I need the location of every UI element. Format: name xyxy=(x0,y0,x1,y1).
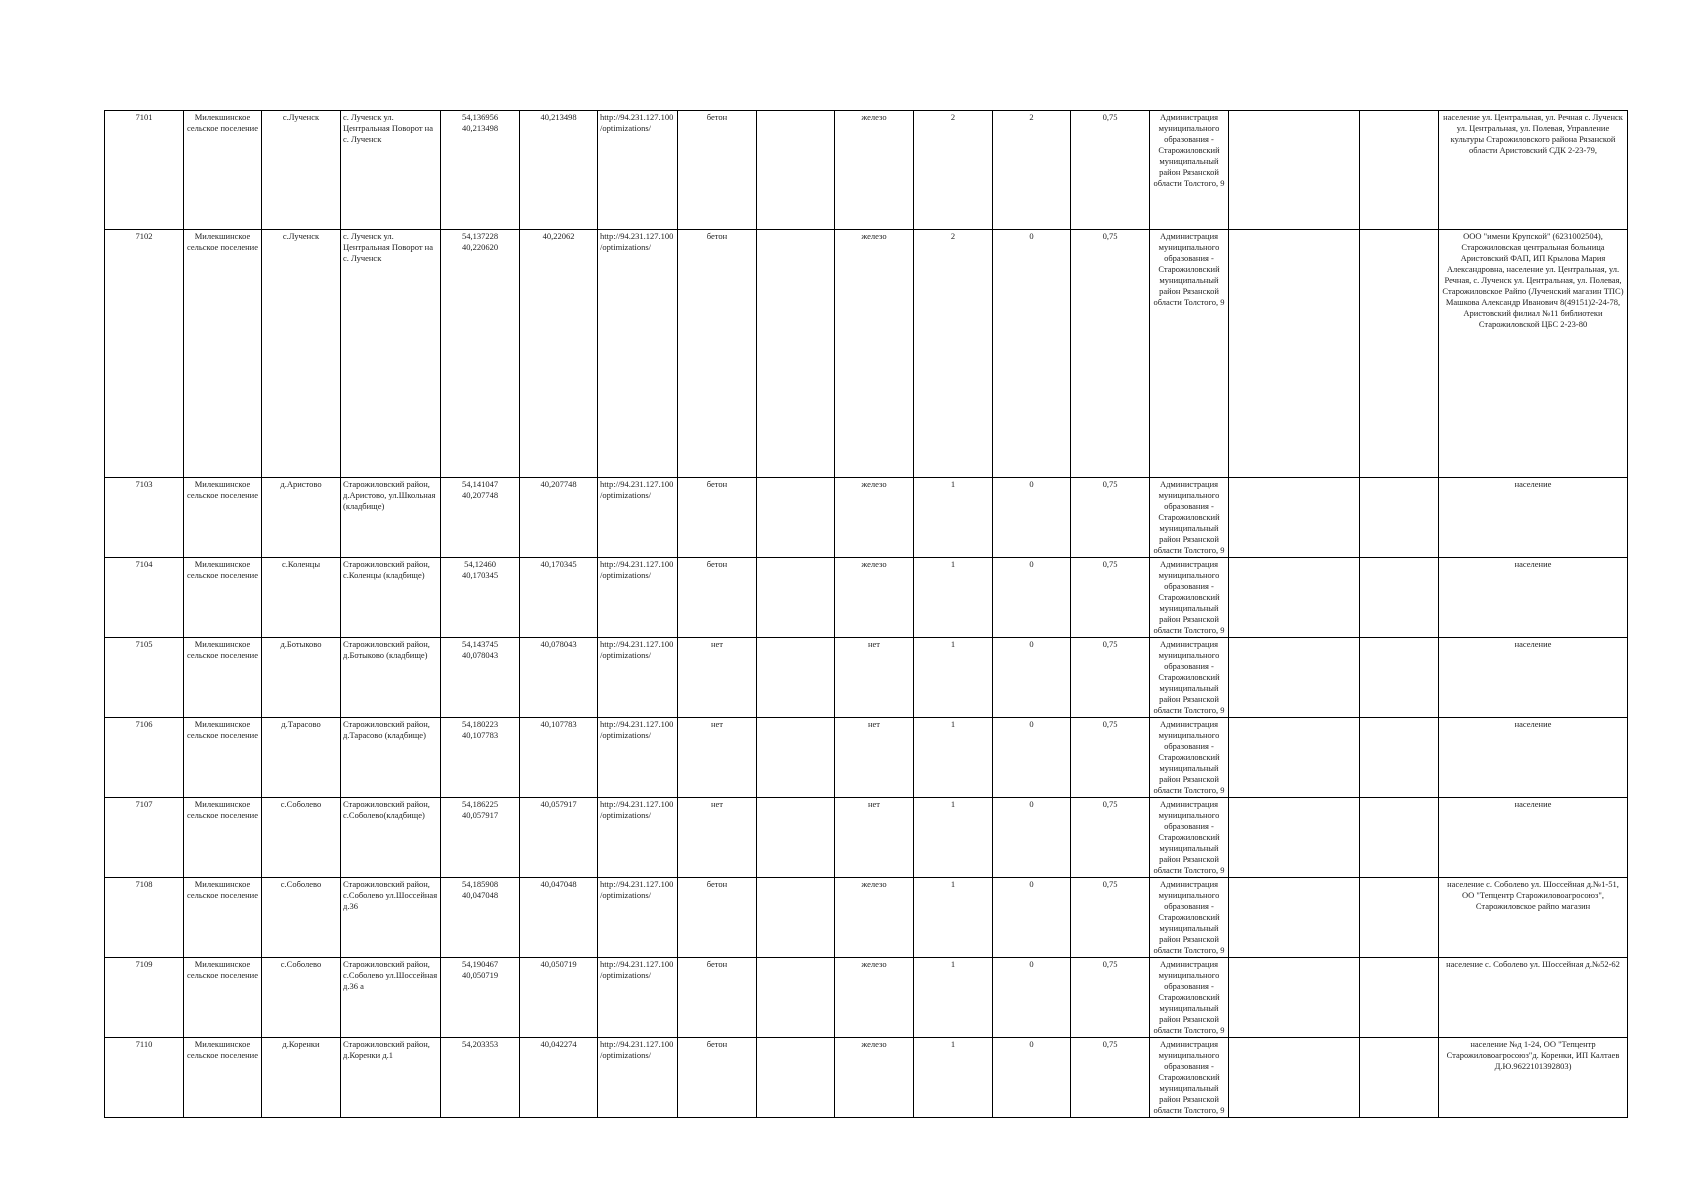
fence-cell: железо xyxy=(835,478,914,558)
surface-cell: бетон xyxy=(678,111,757,230)
empty-cell xyxy=(757,478,835,558)
address-cell: Старожиловский район, д.Ботыково (кладбище) xyxy=(341,638,441,718)
row-id-cell: 7110 xyxy=(105,1038,184,1118)
locality-cell: д.Тарасово xyxy=(262,718,341,798)
empty-cell xyxy=(757,1038,835,1118)
table-body xyxy=(105,111,1628,1118)
url-cell: http://94.231.127.100/optimizations/ xyxy=(598,1038,678,1118)
empty-cell xyxy=(1360,638,1439,718)
coordinates-cell xyxy=(441,798,520,878)
waste-sources-cell: население xyxy=(1439,718,1628,798)
containers-count-cell: 1 xyxy=(914,798,993,878)
longitude-cell: 40,213498 xyxy=(520,111,598,230)
row-id-cell: 7109 xyxy=(105,958,184,1038)
empty-cell xyxy=(1360,111,1439,230)
waste-sources-cell: население xyxy=(1439,798,1628,878)
containers-planned-cell: 0 xyxy=(993,878,1071,958)
empty-cell xyxy=(1229,878,1360,958)
row-id-cell: 7108 xyxy=(105,878,184,958)
volume-cell: 0,75 xyxy=(1071,230,1150,478)
latitude-value: 54,186225 xyxy=(461,799,499,809)
coordinates-cell xyxy=(441,558,520,638)
table-row xyxy=(105,111,1628,230)
fence-cell: нет xyxy=(835,798,914,878)
settlement-cell: Милекшинское сельское поселение xyxy=(184,230,262,478)
empty-cell xyxy=(1229,638,1360,718)
settlement-cell: Милекшинское сельское поселение xyxy=(184,1038,262,1118)
containers-planned-cell: 0 xyxy=(993,230,1071,478)
address-cell: Старожиловский район, с.Соболево ул.Шоссейная д.36 xyxy=(341,878,441,958)
locality-cell: с.Соболево xyxy=(262,878,341,958)
coordinates-cell xyxy=(441,478,520,558)
empty-cell xyxy=(1229,1038,1360,1118)
url-cell: http://94.231.127.100/optimizations/ xyxy=(598,878,678,958)
empty-cell xyxy=(1360,958,1439,1038)
waste-sources-cell: население №д 1-24, ОО "Тепцентр Старожиловоагросоюз"д. Коренки, ИП Калтаев Д.Ю.9622101392803) xyxy=(1439,1038,1628,1118)
waste-sources-cell: население xyxy=(1439,638,1628,718)
empty-cell xyxy=(757,718,835,798)
empty-cell xyxy=(1229,230,1360,478)
settlement-cell: Милекшинское сельское поселение xyxy=(184,878,262,958)
containers-planned-cell: 0 xyxy=(993,558,1071,638)
waste-sources-cell: население xyxy=(1439,478,1628,558)
surface-cell: бетон xyxy=(678,478,757,558)
volume-cell: 0,75 xyxy=(1071,958,1150,1038)
locality-cell: д.Аристово xyxy=(262,478,341,558)
volume-cell: 0,75 xyxy=(1071,478,1150,558)
volume-cell: 0,75 xyxy=(1071,1038,1150,1118)
table-row xyxy=(105,878,1628,958)
owner-cell: Администрация муниципального образования - Старожиловский муниципальный район Рязанской области Толстого, 9 xyxy=(1150,1038,1229,1118)
longitude-value: 40,047048 xyxy=(461,890,499,900)
longitude-value: 40,207748 xyxy=(461,490,499,500)
url-cell: http://94.231.127.100/optimizations/ xyxy=(598,558,678,638)
address-cell: Старожиловский район, д.Аристово, ул.Школьная (кладбище) xyxy=(341,478,441,558)
empty-cell xyxy=(757,638,835,718)
empty-cell xyxy=(1229,478,1360,558)
address-cell: Старожиловский район, д.Тарасово (кладбище) xyxy=(341,718,441,798)
registry-table xyxy=(104,110,1628,1118)
empty-cell xyxy=(1229,718,1360,798)
locality-cell: д.Коренки xyxy=(262,1038,341,1118)
longitude-value: 40,057917 xyxy=(461,810,499,820)
owner-cell: Администрация муниципального образования - Старожиловский муниципальный район Рязанской области Толстого, 9 xyxy=(1150,638,1229,718)
coordinates-cell xyxy=(441,230,520,478)
latitude-value: 54,136956 xyxy=(461,112,499,122)
volume-cell: 0,75 xyxy=(1071,638,1150,718)
empty-cell xyxy=(1360,478,1439,558)
address-cell: Старожиловский район, с.Соболево(кладбище) xyxy=(341,798,441,878)
containers-planned-cell: 0 xyxy=(993,638,1071,718)
row-id-cell: 7104 xyxy=(105,558,184,638)
longitude-value: 40,170345 xyxy=(461,570,499,580)
coordinates-cell xyxy=(441,718,520,798)
address-cell: с. Лученск ул. Центральная Поворот на с. Лученск xyxy=(341,230,441,478)
containers-planned-cell: 0 xyxy=(993,1038,1071,1118)
owner-cell: Администрация муниципального образования - Старожиловский муниципальный район Рязанской области Толстого, 9 xyxy=(1150,111,1229,230)
settlement-cell: Милекшинское сельское поселение xyxy=(184,111,262,230)
url-cell: http://94.231.127.100/optimizations/ xyxy=(598,798,678,878)
volume-cell: 0,75 xyxy=(1071,718,1150,798)
empty-cell xyxy=(1229,111,1360,230)
longitude-cell: 40,050719 xyxy=(520,958,598,1038)
url-cell: http://94.231.127.100/optimizations/ xyxy=(598,638,678,718)
row-id-cell: 7102 xyxy=(105,230,184,478)
longitude-cell: 40,057917 xyxy=(520,798,598,878)
address-cell: с. Лученск ул. Центральная Поворот на с. Лученск xyxy=(341,111,441,230)
row-id-cell: 7101 xyxy=(105,111,184,230)
url-cell: http://94.231.127.100/optimizations/ xyxy=(598,111,678,230)
longitude-cell: 40,207748 xyxy=(520,478,598,558)
settlement-cell: Милекшинское сельское поселение xyxy=(184,638,262,718)
locality-cell: с.Лученск xyxy=(262,111,341,230)
settlement-cell: Милекшинское сельское поселение xyxy=(184,798,262,878)
fence-cell: железо xyxy=(835,230,914,478)
containers-count-cell: 1 xyxy=(914,718,993,798)
locality-cell: с.Соболево xyxy=(262,798,341,878)
longitude-cell: 40,22062 xyxy=(520,230,598,478)
waste-sources-cell: население xyxy=(1439,558,1628,638)
empty-cell xyxy=(1360,878,1439,958)
containers-count-cell: 2 xyxy=(914,111,993,230)
coordinates-cell xyxy=(441,878,520,958)
surface-cell: бетон xyxy=(678,1038,757,1118)
owner-cell: Администрация муниципального образования - Старожиловский муниципальный район Рязанской области Толстого, 9 xyxy=(1150,478,1229,558)
row-id-cell: 7107 xyxy=(105,798,184,878)
empty-cell xyxy=(757,558,835,638)
address-cell: Старожиловский район, с.Соболево ул.Шоссейная д.36 а xyxy=(341,958,441,1038)
table-row xyxy=(105,558,1628,638)
empty-cell xyxy=(1229,958,1360,1038)
longitude-value: 40,107783 xyxy=(461,730,499,740)
empty-cell xyxy=(1360,718,1439,798)
latitude-value: 54,190467 xyxy=(461,959,499,969)
owner-cell: Администрация муниципального образования - Старожиловский муниципальный район Рязанской области Толстого, 9 xyxy=(1150,718,1229,798)
latitude-value: 54,143745 xyxy=(461,639,499,649)
coordinates-cell xyxy=(441,1038,520,1118)
waste-sources-cell: ООО "имени Крупской" (6231002504), Старожиловская центральная больница Аристовский ФАП, ИП Крылова Мария Александровна, население ул. Центральная, ул. Речная, с. Лученск ул. Центральная, ул. Полевая, Старожиловское Райпо (Лученский магазин ТПС) Машкова Александр Иванович 8(49151)2-24-78, Аристовский филиал №11 библиотеки Старожиловской ЦБС 2-23-80 xyxy=(1439,230,1628,478)
table-row xyxy=(105,718,1628,798)
longitude-value: 40,050719 xyxy=(461,970,499,980)
volume-cell: 0,75 xyxy=(1071,878,1150,958)
containers-planned-cell: 0 xyxy=(993,478,1071,558)
longitude-value: 40,078043 xyxy=(461,650,499,660)
table-row xyxy=(105,478,1628,558)
empty-cell xyxy=(757,111,835,230)
coordinates-cell xyxy=(441,111,520,230)
address-cell: Старожиловский район, д.Коренки д.1 xyxy=(341,1038,441,1118)
longitude-cell: 40,170345 xyxy=(520,558,598,638)
longitude-cell: 40,078043 xyxy=(520,638,598,718)
fence-cell: железо xyxy=(835,111,914,230)
containers-planned-cell: 0 xyxy=(993,718,1071,798)
longitude-cell: 40,107783 xyxy=(520,718,598,798)
containers-planned-cell: 2 xyxy=(993,111,1071,230)
containers-count-cell: 1 xyxy=(914,638,993,718)
owner-cell: Администрация муниципального образования - Старожиловский муниципальный район Рязанской области Толстого, 9 xyxy=(1150,958,1229,1038)
settlement-cell: Милекшинское сельское поселение xyxy=(184,478,262,558)
longitude-value: 40,213498 xyxy=(461,123,499,133)
owner-cell: Администрация муниципального образования - Старожиловский муниципальный район Рязанской области Толстого, 9 xyxy=(1150,798,1229,878)
volume-cell: 0,75 xyxy=(1071,111,1150,230)
containers-count-cell: 1 xyxy=(914,558,993,638)
surface-cell: нет xyxy=(678,638,757,718)
row-id-cell: 7103 xyxy=(105,478,184,558)
locality-cell: с.Лученск xyxy=(262,230,341,478)
empty-cell xyxy=(757,878,835,958)
owner-cell: Администрация муниципального образования - Старожиловский муниципальный район Рязанской области Толстого, 9 xyxy=(1150,230,1229,478)
latitude-value: 54,12460 xyxy=(464,559,496,569)
surface-cell: нет xyxy=(678,718,757,798)
latitude-value: 54,180223 xyxy=(461,719,499,729)
locality-cell: с.Коленцы xyxy=(262,558,341,638)
settlement-cell: Милекшинское сельское поселение xyxy=(184,958,262,1038)
locality-cell: с.Соболево xyxy=(262,958,341,1038)
empty-cell xyxy=(1360,230,1439,478)
fence-cell: железо xyxy=(835,1038,914,1118)
longitude-cell: 40,047048 xyxy=(520,878,598,958)
surface-cell: бетон xyxy=(678,878,757,958)
containers-count-cell: 1 xyxy=(914,878,993,958)
table-row xyxy=(105,230,1628,478)
containers-planned-cell: 0 xyxy=(993,958,1071,1038)
address-cell: Старожиловский район, с.Коленцы (кладбище) xyxy=(341,558,441,638)
owner-cell: Администрация муниципального образования - Старожиловский муниципальный район Рязанской области Толстого, 9 xyxy=(1150,878,1229,958)
empty-cell xyxy=(757,230,835,478)
empty-cell xyxy=(1360,1038,1439,1118)
empty-cell xyxy=(1360,558,1439,638)
url-cell: http://94.231.127.100/optimizations/ xyxy=(598,718,678,798)
volume-cell: 0,75 xyxy=(1071,558,1150,638)
waste-sources-cell: население ул. Центральная, ул. Речная с. Лученск ул. Центральная, ул. Полевая, Управление культуры Старожиловского района Рязанской области Аристовский СДК 2-23-79, xyxy=(1439,111,1628,230)
empty-cell xyxy=(757,798,835,878)
row-id-cell: 7106 xyxy=(105,718,184,798)
surface-cell: бетон xyxy=(678,230,757,478)
empty-cell xyxy=(1229,798,1360,878)
empty-cell xyxy=(757,958,835,1038)
fence-cell: железо xyxy=(835,558,914,638)
latitude-value: 54,185908 xyxy=(461,879,499,889)
table-row xyxy=(105,958,1628,1038)
table-row xyxy=(105,638,1628,718)
containers-count-cell: 1 xyxy=(914,958,993,1038)
surface-cell: бетон xyxy=(678,558,757,638)
latitude-value: 54,141047 xyxy=(461,479,499,489)
containers-count-cell: 1 xyxy=(914,478,993,558)
surface-cell: нет xyxy=(678,798,757,878)
fence-cell: нет xyxy=(835,638,914,718)
table-row xyxy=(105,1038,1628,1118)
locality-cell: д.Ботыково xyxy=(262,638,341,718)
empty-cell xyxy=(1229,558,1360,638)
coordinates-cell xyxy=(441,958,520,1038)
fence-cell: нет xyxy=(835,718,914,798)
url-cell: http://94.231.127.100/optimizations/ xyxy=(598,230,678,478)
empty-cell xyxy=(1360,798,1439,878)
url-cell: http://94.231.127.100/optimizations/ xyxy=(598,478,678,558)
longitude-value: 40,220620 xyxy=(461,242,499,252)
fence-cell: железо xyxy=(835,878,914,958)
containers-planned-cell: 0 xyxy=(993,798,1071,878)
fence-cell: железо xyxy=(835,958,914,1038)
latitude-value: 54,137228 xyxy=(461,231,499,241)
waste-sources-cell: население с. Соболево ул. Шоссейная д.№1-51, ОО "Тепцентр Старожиловоагросоюз", Старожиловское райпо магазин xyxy=(1439,878,1628,958)
containers-count-cell: 1 xyxy=(914,1038,993,1118)
latitude-value: 54,203353 xyxy=(461,1039,499,1049)
row-id-cell: 7105 xyxy=(105,638,184,718)
surface-cell: бетон xyxy=(678,958,757,1038)
table-row xyxy=(105,798,1628,878)
settlement-cell: Милекшинское сельское поселение xyxy=(184,718,262,798)
url-cell: http://94.231.127.100/optimizations/ xyxy=(598,958,678,1038)
coordinates-cell xyxy=(441,638,520,718)
longitude-cell: 40,042274 xyxy=(520,1038,598,1118)
volume-cell: 0,75 xyxy=(1071,798,1150,878)
containers-count-cell: 2 xyxy=(914,230,993,478)
settlement-cell: Милекшинское сельское поселение xyxy=(184,558,262,638)
waste-sources-cell: население с. Соболево ул. Шоссейная д.№52-62 xyxy=(1439,958,1628,1038)
owner-cell: Администрация муниципального образования - Старожиловский муниципальный район Рязанской области Толстого, 9 xyxy=(1150,558,1229,638)
